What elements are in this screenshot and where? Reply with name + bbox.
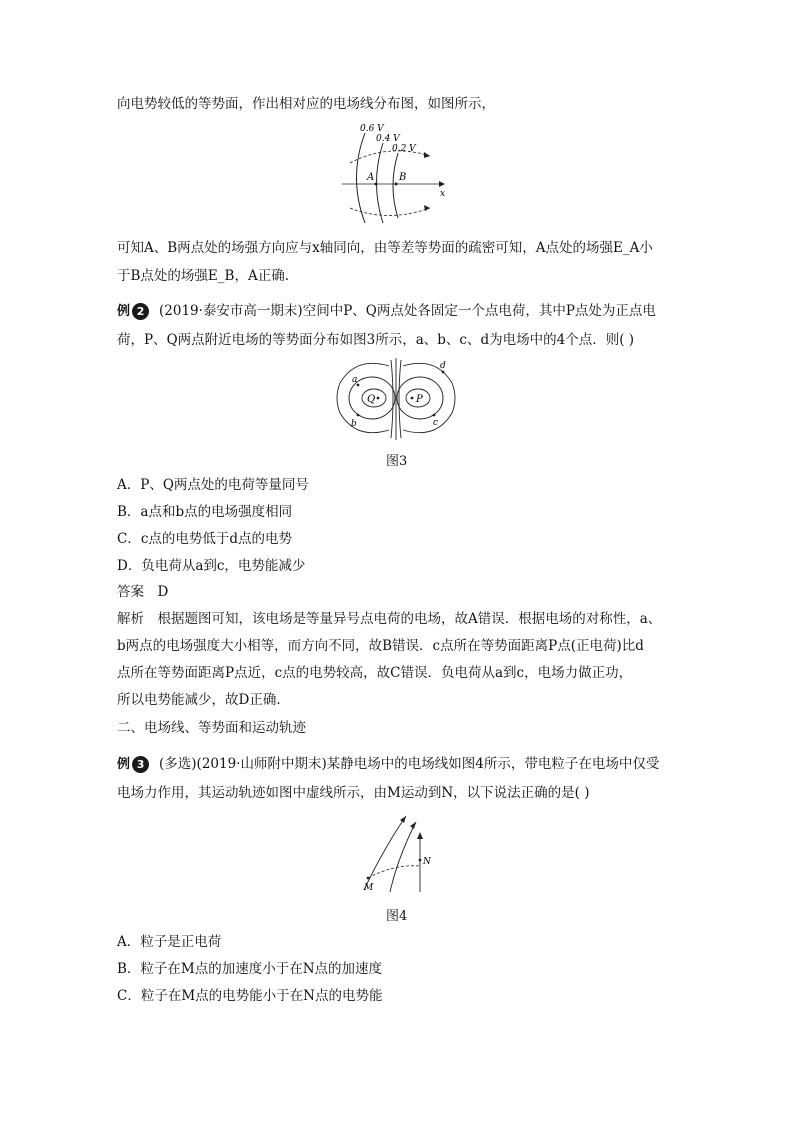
charge-q [377, 397, 380, 400]
label-0-6v: 0.6 V [360, 124, 384, 134]
option-a: A．粒子是正电荷 [117, 934, 222, 950]
equipotential-0-4v [377, 143, 384, 223]
center-equipotential-3 [399, 360, 401, 438]
point-c [433, 414, 436, 417]
arrow-2 [410, 822, 416, 829]
field-line-top [350, 151, 430, 163]
text-line: 荷，P、Q两点附近电场的等势面分布如图3所示，a、b、c、d为电场中的4个点．则( ) [117, 332, 635, 348]
point-d [442, 371, 445, 374]
label-p: P [416, 394, 423, 405]
point-a [375, 183, 378, 186]
figure-4-caption: 图4 [386, 909, 408, 924]
label-d: d [440, 361, 446, 371]
arrow-bottom [424, 205, 430, 211]
arrow-3 [417, 832, 423, 839]
field-line-1 [364, 816, 406, 890]
analysis-line: 所以电势能减少，故D正确． [117, 692, 290, 708]
option-c: C．c点的电势低于d点的电势 [117, 531, 293, 547]
example-3-title [117, 754, 659, 775]
answer: 答案 D [117, 584, 169, 600]
analysis-line: 点所在等势面距离P点近，c点的电势较高，故C错误．负电荷从a到c，电场力做正功， [117, 665, 633, 681]
option-b: B．粒子在M点的加速度小于在N点的加速度 [117, 961, 383, 977]
text-line: 于B点处的场强E_B，A正确. [117, 268, 289, 284]
text-line: 电场力作用，其运动轨迹如图中虚线所示，由M运动到N，以下说法正确的是( ) [117, 785, 590, 801]
text-line: 可知A、B两点处的场强方向应与x轴同向，由等差等势面的疏密可知，A点处的场强E_A小 [117, 240, 653, 256]
label-a: a [352, 375, 358, 385]
charge-p [411, 397, 414, 400]
label-a: A [367, 172, 375, 183]
arrow-top [424, 152, 430, 158]
example-2-title [117, 301, 656, 322]
point-b [395, 183, 398, 186]
label-m: M [364, 883, 374, 893]
example-number-badge: 2 [132, 303, 149, 320]
label-n: N [423, 857, 431, 867]
label-q: Q [367, 394, 376, 405]
example-label: 例 [117, 757, 131, 772]
x-axis-label: x [440, 189, 446, 199]
label-0-2v: 0.2 V [392, 144, 416, 154]
option-b: B．a点和b点的电场强度相同 [117, 504, 293, 520]
center-equipotential-1 [391, 360, 393, 438]
label-c: c [433, 418, 439, 428]
label-0-4v: 0.4 V [376, 134, 400, 144]
analysis-line: b两点的电场强度大小相等，而方向不同，故B错误．c点所在等势面距离P点(正电荷)比d [117, 638, 644, 654]
arrow-1 [400, 816, 406, 823]
point-n [419, 859, 422, 862]
example-label: 例 [117, 304, 131, 319]
analysis-line: 解析 根据题图可知，该电场是等量异号点电荷的电场，故A错误．根据电场的对称性，a、 [117, 611, 662, 627]
example-2-text: (2019·泰安市高一期末)空间中P、Q两点处各固定一个点电荷，其中P点处为正点电 [159, 303, 656, 319]
field-line-2 [390, 822, 416, 892]
option-c: C．粒子在M点的电势能小于在N点的电势能 [117, 988, 383, 1004]
figure-3-caption: 图3 [386, 454, 408, 469]
example-number-badge: 3 [132, 756, 149, 773]
example-3-text: (多选)(2019·山师附中期末)某静电场中的电场线如图4所示，带电粒子在电场中仅受 [159, 756, 660, 772]
q-equipotential-outer [337, 363, 389, 432]
option-a: A．P、Q两点处的电荷等量同号 [117, 477, 309, 493]
equipotential-0-6v [357, 133, 366, 223]
equipotential-0-2v [393, 153, 398, 218]
label-b: b [351, 419, 357, 429]
label-b: B [399, 172, 407, 183]
point-m [367, 877, 370, 880]
text-line: 向电势较低的等势面，作出相对应的电场线分布图，如图所示， [117, 96, 495, 112]
figure-4-trajectory [356, 812, 436, 896]
point-b [357, 414, 360, 417]
x-axis-arrow [439, 181, 445, 187]
option-d: D．负电荷从a到c，电势能减少 [117, 558, 306, 574]
figure-3-charges [334, 358, 460, 440]
figure-equipotential [338, 118, 450, 228]
section-heading: 二、电场线、等势面和运动轨迹 [117, 720, 306, 736]
